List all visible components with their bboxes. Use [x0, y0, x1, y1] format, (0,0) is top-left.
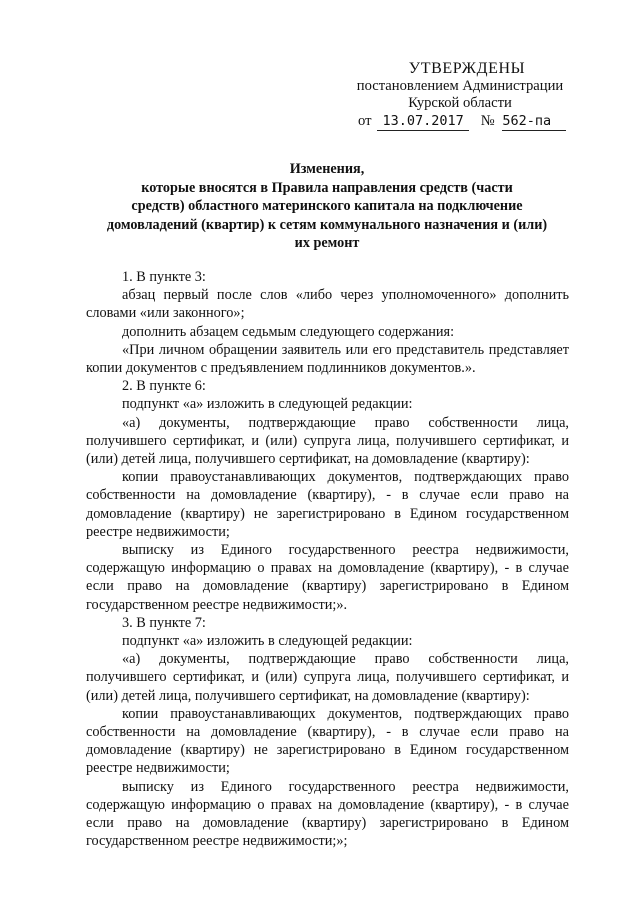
document-body: [86, 268, 569, 851]
paragraph: «а) документы, подтверждающие право собственности лица, получившего сертификат, и (или) супруга лица, получившего сертификат, и (или) детей лица, получившего сертификат, на домовладение (квартиру):: [86, 414, 569, 468]
approval-word: УТВЕРЖДЕНЫ: [408, 60, 526, 77]
paragraph: копии правоустанавливающих документов, подтверждающих право собственности на домовладение (квартиру), - в случае если право на домовладение (квартиру) не зарегистрировано в Едином государственном реестре недвижимости;: [86, 705, 569, 777]
paragraph: выписку из Единого государственного реестра недвижимости, содержащую информацию о правах на домовладение (квартиру), - в случае если право на домовладение (квартиру) зарегистрировано в Едином государственном реестре недвижимости;».: [86, 542, 569, 613]
paragraph: дополнить абзацем седьмым следующего содержания:: [122, 323, 455, 340]
title-line: которые вносятся в Правила направления средств (части: [141, 179, 513, 196]
title-line: домовладений (квартир) к сетям коммунального назначения и (или): [106, 216, 548, 233]
approval-region: Курской области: [408, 95, 512, 111]
approval-number: 562-па: [502, 113, 566, 131]
paragraph: 2. В пункте 6:: [122, 378, 206, 395]
paragraph: подпункт «а» изложить в следующей редакции:: [122, 633, 413, 650]
paragraph: подпункт «а» изложить в следующей редакции:: [122, 396, 413, 413]
approval-date-row: [340, 113, 580, 131]
title-line: Изменения,: [289, 161, 365, 177]
title-line: средств) областного материнского капитала на подключение: [131, 198, 523, 215]
title-line: их ремонт: [294, 235, 360, 252]
paragraph: 3. В пункте 7:: [122, 614, 206, 631]
paragraph: копии правоустанавливающих документов, подтверждающих право собственности на домовладение (квартиру), - в случае если право на домовладение (квартиру) не зарегистрировано в Едином государственном реестре недвижимости;: [86, 469, 569, 540]
document-title: [82, 160, 572, 253]
number-label: №: [480, 113, 495, 129]
paragraph: 1. В пункте 3:: [122, 269, 206, 285]
approval-issuer: постановлением Администрации: [356, 78, 564, 94]
paragraph: выписку из Единого государственного реестра недвижимости, содержащую информацию о правах на домовладение (квартиру), - в случае если право на домовладение (квартиру) зарегистрировано в Едином государственном реестре недвижимости;»;: [86, 778, 569, 850]
paragraph: «При личном обращении заявитель или его представитель представляет копии документов с предъявлением подлинников документов.».: [86, 341, 569, 377]
paragraph: «а) документы, подтверждающие право собственности лица, получившего сертификат, и (или) супруга лица, получившего сертификат, и (или) детей лица, получившего сертификат, на домовладение (квартиру):: [86, 651, 569, 704]
paragraph: абзац первый после слов «либо через уполномоченного» дополнить словами «или законного»;: [86, 287, 569, 322]
approval-block: [340, 60, 580, 131]
from-label: от: [358, 113, 372, 129]
approval-date: 13.07.2017: [377, 113, 469, 131]
